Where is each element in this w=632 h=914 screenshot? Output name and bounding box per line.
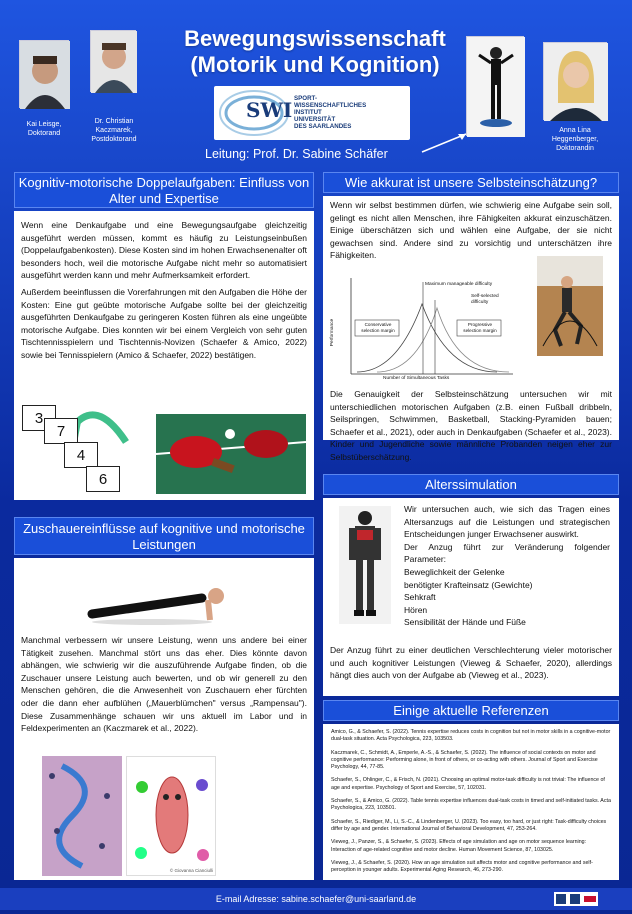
logo-abbreviation: SWI — [246, 98, 293, 122]
institute-logo — [214, 86, 410, 140]
dual-task-paragraph-1: Wenn eine Denkaufgabe und eine Bewegungsaufgabe gleichzeitig ausgeführt werden müssen, kommt es häufig zu Leistungseinbußen (Doppelaufgabenkosten). Diese Kosten sind im hohen Erwachsenenalter oft besonders hoch, weil die motorische Aufgabe nicht mehr so automatisiert ausgeführt werden kann und mehr Aufmerksamkeit erfordert. — [21, 220, 307, 281]
portrait-icon — [544, 43, 608, 121]
jumping-person-icon — [537, 256, 603, 356]
leitung-label: Leitung: Prof. Dr. Sabine Schäfer — [205, 147, 388, 161]
photo-anna-lina-heggenberger — [543, 42, 607, 120]
section-self-assessment — [323, 196, 619, 462]
photo-kai-leisge — [19, 40, 69, 108]
self-assessment-paragraph-2: Die Genauigkeit der Selbsteinschätzung untersuchen wir mit unterschiedlichen motorischen Aufgaben (z.B. einen Fußball dribbeln, Seilspringen, Schwimmen, Basketball, Stacking-Pyramiden bauen; Schaefer et al., 2021), oder auch in Denkaufgaben (Schaefer et al., 2023). Kinder und Jugendliche sowie männliche Probanden neigen eher zur Selbstüberschätzung. — [330, 389, 612, 462]
drawing-snake — [42, 756, 122, 876]
section-references — [323, 724, 619, 880]
reference-item: Schaefer, S., Ohlinger, C., & Frisch, N. (2021). Choosing an optimal motor-task difficulty is not trivial: The influence of age and expertise. Psychology of Sport and Exercise, 57, 102031. — [331, 777, 605, 791]
number-card: 3 — [22, 405, 56, 431]
arrow-icon — [420, 128, 474, 156]
parameter-list-item: benötigter Krafteinsatz (Gewichte) — [404, 579, 533, 590]
chart-label-progressive: Progressive selection margin — [463, 322, 497, 333]
age-simulation-paragraph-3: Der Anzug führt zu einer deutlichen Verschlechterung vieler motorischer und auch kognitiver Leistungen (Vieweg & Schaefer, 2020), allerdings hängt dies auch von der Aufgabe ab (Vieweg et al., 2023). — [330, 645, 612, 681]
photo-christian-kaczmarek — [90, 30, 136, 92]
reference-item: Vieweg, J., & Schaefer, S. (2020). How an age simulation suit affects motor and cognitive performance and self-perception in younger adults. Experimental Aging Research, 46, 273-290. — [331, 859, 593, 874]
snake-drawing-icon — [42, 756, 122, 876]
balance-person-icon — [467, 37, 525, 137]
caption-kai-leisge: Kai Leisge, Doktorand — [26, 121, 62, 137]
caption-anna-lina-heggenberger: Anna Lina Heggenberger, Doktorandin — [551, 127, 599, 152]
reference-item: Kaczmarek, C., Schmidt, A., Emperle, A.-S., & Schaefer, S. (2022). The influence of social contexts on motor and cognitive performance: Performing alone, in front of others, or co-acting with others. Journal of Sport and Exercise Psychology, 44, 77-85. — [331, 749, 598, 771]
poster-title: Bewegungswissenschaft (Motorik und Kognition) — [184, 26, 446, 77]
monster-drawing-icon — [127, 757, 217, 877]
reference-item: Schaefer, S., & Amico, G. (2022). Table tennis expertise influences dual-task costs in timed and self-initiated tasks. Acta Psychologica, 223, 103501. — [331, 798, 611, 812]
parameter-list-item: Hören — [404, 604, 428, 615]
section-references-header: Einige aktuelle Referenzen — [323, 700, 619, 721]
drawing-monster — [126, 756, 216, 876]
portrait-icon — [20, 41, 70, 109]
table-tennis-icon — [156, 414, 306, 494]
dual-task-paragraph-2: Außerdem beeinflussen die Vorerfahrungen mit den Aufgaben die Höhe der Kosten: Eine gut geübte motorische Aufgabe sollte bei der gleichzeitig ausgeführten Denkaufgabe zu geringeren Kosten führen als eine ungeübte motorische Aufgabe. Dies konnten wir bei einem Vergleich von sehr guten Tischtennisspielern und Tischtennis-Novizen (Schaefer & Amico, 2022) sowie bei Tennisspielern (Amico & Schaefer, 2022) bestätigen. — [21, 286, 307, 360]
caption-christian-kaczmarek: Dr. Christian Kaczmarek, Postdoktorand — [91, 118, 137, 143]
section-age-simulation-header: Alterssimulation — [323, 474, 619, 495]
number-card: 7 — [44, 418, 78, 444]
section-audience — [14, 558, 314, 880]
reference-item: Schaefer, S., Riediger, M., Li, S.-C., & Lindenberger, U. (2023). Too easy, too hard, or just right: Task-difficulty choices differ by age and gender. International Journal of Behavioral Development, 47, 253-264. — [331, 818, 607, 832]
drawing-copyright: © Giovanna Cianciulli — [169, 868, 213, 873]
parameter-list-item: Sensibilität der Hände und Füße — [404, 617, 526, 628]
plank-person-icon — [82, 570, 242, 630]
university-logo-icon — [554, 892, 598, 906]
reference-item: Amico, G., & Schaefer, S. (2022). Tennis expertise reduces costs in cognition but not in motor skills in a cognitive-motor dual-task situation. Acta Psychologica, 223, 103503. — [331, 729, 611, 743]
number-card: 6 — [86, 466, 120, 492]
chart-x-label: Number of Simultaneous Tasks — [383, 376, 450, 381]
footer-logo — [554, 892, 598, 906]
chart-y-label: Performance — [330, 318, 336, 347]
footer-email: E-mail Adresse: sabine.schaefer@uni-saarland.de — [0, 888, 632, 910]
jump-rope-photo — [537, 256, 603, 356]
parameter-list-item: Beweglichkeit der Gelenke — [404, 566, 505, 577]
chart-label-conservative: Conservative selection margin — [361, 322, 395, 333]
section-self-assessment-header: Wie akkurat ist unsere Selbsteinschätzung? — [323, 172, 619, 193]
reference-item: Vieweg, J., Panzer, S., & Schaefer, S. (2023). Effects of age simulation and age on motor sequence learning: Interaction of age-related cognitive and motor decline. Human Movement Science, 87, 103025. — [331, 839, 587, 853]
audience-paragraph: Manchmal verbessern wir unsere Leistung, wenn uns andere bei einer Tätigkeit zusehen. Manchmal stört uns das eher. Dies könnte davon abhängen, wie schwierig wir die auszuführende Aufgabe finden, ob die Zuschauer unsere Leistung auch bewerten, und ob wir generell zu den Menschen gehören, die die Anwesenheit von Zuschauern eher fürchten oder die dann eher aufblühen („Mauerblümchen" versus „Rampensau"). Diese Zusammenhänge schauen wir uns aktuell im Labor und in Feldexperimenten an (Kaczmarek et al., 2022). — [21, 635, 307, 734]
parameter-list-item: Sehkraft — [404, 592, 436, 603]
age-suit-photo — [339, 506, 391, 624]
chart-label-max: Maximum manageable difficulty — [425, 282, 493, 287]
number-card: 4 — [64, 442, 98, 468]
age-suit-person-icon — [339, 506, 391, 624]
photo-balance-board — [466, 36, 524, 136]
section-age-simulation — [323, 498, 619, 696]
self-assessment-paragraph-1: Wenn wir selbst bestimmen dürfen, wie schwierig eine Aufgabe sein soll, gelingt es nicht allen Menschen, ihre Fähigkeiten akkurat einzuschätzen. Einige überschätzen sich und wählen eine Aufgabe, der sie nicht gewachsen sind. Andere sind zu vorsichtig und unterschätzen ihre Fähigkeiten. — [330, 200, 612, 261]
portrait-icon — [91, 31, 137, 93]
section-dual-task-header: Kognitiv-motorische Doppelaufgaben: Einfluss von Alter und Expertise — [14, 172, 314, 208]
logo-text: SPORT- WISSENSCHAFTLICHES INSTITUT UNIVERSITÄT DES SAARLANDES — [294, 95, 367, 130]
table-tennis-photo — [156, 414, 306, 494]
section-audience-header: Zuschauereinflüsse auf kognitive und motorische Leistungen — [14, 517, 314, 555]
age-simulation-text: Wir untersuchen auch, wie sich das Tragen eines Altersanzugs auf die Leistungen und strategischen Entscheidungen junger Erwachsener auswirkt. Der Anzug führt zur Veränderung folgender Parameter: Beweglichkeit der Gelenke benötigter Krafteinsatz (Gewichte) Sehkraft Hören Sensibilität der Hände und Füße — [404, 504, 610, 628]
chart-label-self: Self-selected difficulty — [471, 294, 499, 305]
